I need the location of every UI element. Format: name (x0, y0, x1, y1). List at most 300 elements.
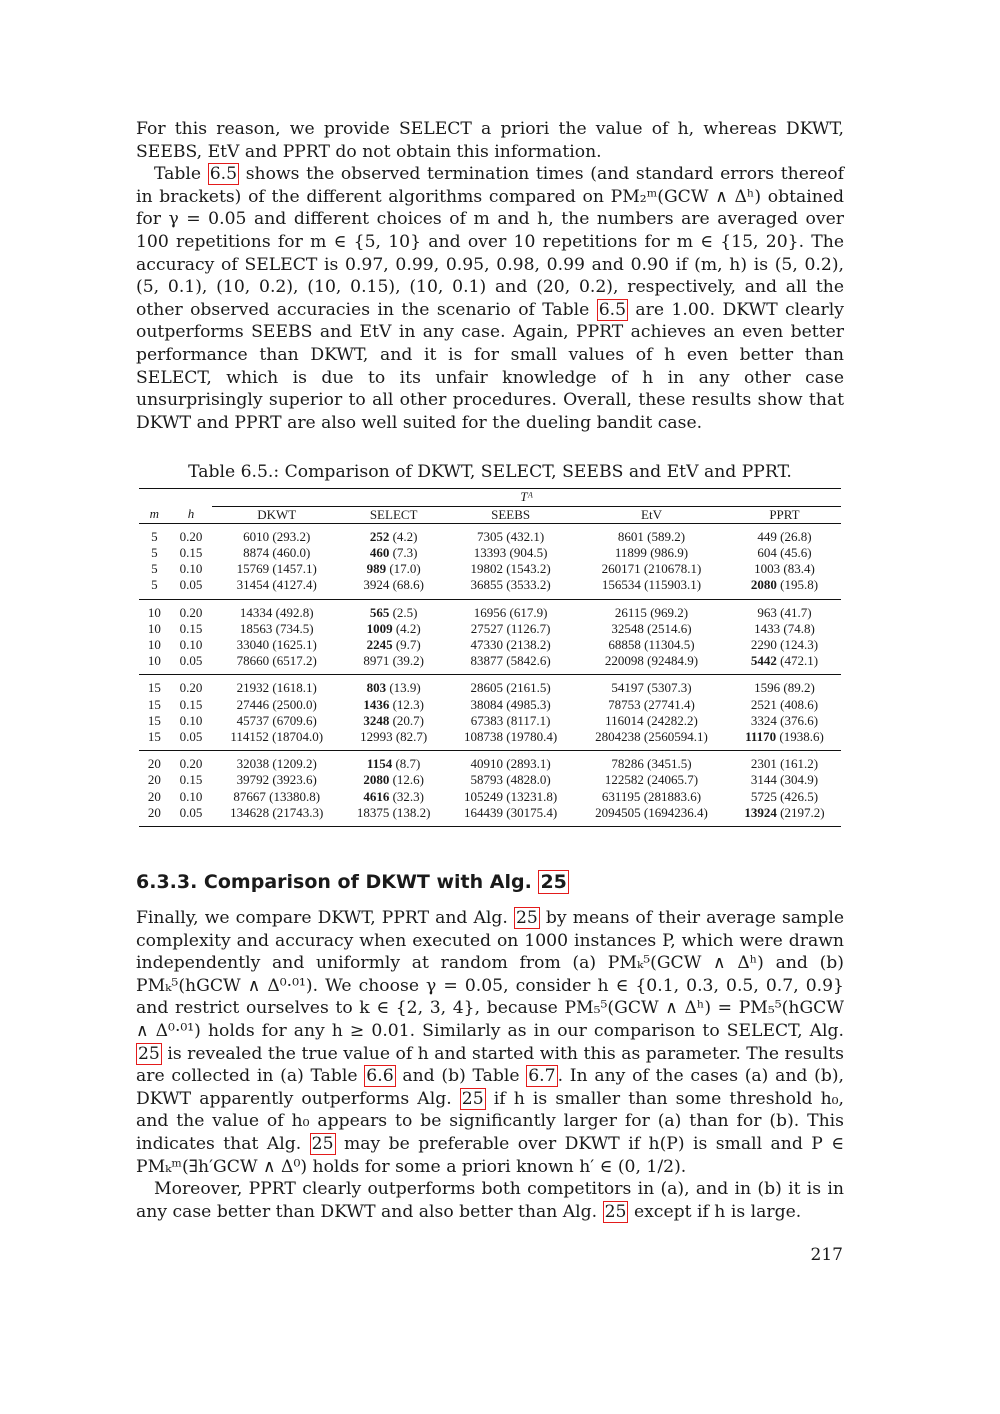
cell-etv (575, 675, 728, 697)
cell-stderr: (617.9) (509, 604, 548, 620)
cell-select (341, 637, 446, 653)
cell-stderr: (92484.9) (647, 653, 699, 669)
cell-stderr: (3923.6) (272, 772, 317, 788)
cell-dkwt (212, 577, 341, 599)
cell-select (341, 561, 446, 577)
table-row (139, 697, 841, 713)
header-pprt: PPRT (728, 506, 841, 523)
cell-stderr: (460.0) (272, 544, 311, 560)
cell-value: 32038 (236, 756, 270, 772)
paragraph-comparison (136, 907, 844, 1178)
cell-seebs (446, 805, 575, 827)
cell-stderr: (408.6) (780, 696, 819, 712)
cell-m: 10 (147, 604, 161, 620)
cell-etv (575, 697, 728, 713)
cell-h: 0.20 (179, 680, 203, 696)
cell-value: 27527 (470, 620, 504, 636)
algorithm-link[interactable]: 25 (461, 1088, 484, 1109)
cell-value: 449 (757, 528, 777, 544)
cell-etv (575, 545, 728, 561)
cell-value: 989 (366, 561, 387, 577)
table-link[interactable]: 6.5 (209, 164, 238, 185)
cell-value: 1003 (754, 561, 781, 577)
cell-stderr: (21743.3) (272, 804, 324, 820)
cell-dkwt (212, 653, 341, 675)
cell-value: 2080 (750, 577, 777, 593)
cell-select (341, 729, 446, 751)
cell-stderr: (68.6) (392, 577, 424, 593)
cell-value: 19802 (470, 561, 504, 577)
cell-value: 15769 (236, 561, 270, 577)
cell-value: 565 (369, 604, 390, 620)
cell-pprt (728, 729, 841, 751)
cell-stderr: (138.2) (392, 804, 431, 820)
cell-seebs (446, 713, 575, 729)
cell-value: 2521 (750, 696, 777, 712)
cell-value: 1154 (366, 756, 393, 772)
cell-stderr: (3451.5) (647, 756, 692, 772)
cell-stderr: (32.3) (392, 788, 424, 804)
table-row (139, 653, 841, 675)
cell-m: 15 (147, 696, 161, 712)
cell-stderr: (4127.4) (272, 577, 317, 593)
cell-h: 0.05 (179, 653, 203, 669)
cell-m: 20 (147, 788, 161, 804)
cell-etv (575, 599, 728, 621)
table-caption: Table 6.5.: Comparison of DKWT, SELECT, SEEBS and EtV and PPRT. (188, 462, 792, 483)
table-group-m20 (139, 751, 841, 827)
cell-stderr: (45.6) (780, 544, 812, 560)
table-row (139, 729, 841, 751)
cell-m: 5 (151, 577, 158, 593)
cell-value: 164439 (464, 804, 504, 820)
cell-value: 45737 (236, 712, 270, 728)
algorithm-link[interactable]: 25 (311, 1133, 334, 1154)
table-row (139, 789, 841, 805)
page-body (136, 118, 844, 1223)
cell-stderr: (492.8) (275, 604, 314, 620)
cell-value: 3144 (750, 772, 777, 788)
cell-dkwt (212, 805, 341, 827)
cell-value: 122582 (604, 772, 644, 788)
cell-pprt (728, 675, 841, 697)
table-row (139, 621, 841, 637)
cell-seebs (446, 621, 575, 637)
cell-value: 78286 (611, 756, 644, 772)
text-run: except if h is large. (628, 1201, 802, 1222)
cell-stderr: (7.3) (392, 544, 418, 560)
table-row (139, 772, 841, 788)
cell-select (341, 772, 446, 788)
cell-value: 6010 (243, 528, 270, 544)
cell-stderr: (281883.6) (643, 788, 702, 804)
cell-stderr: (2514.6) (647, 620, 692, 636)
cell-value: 26115 (614, 604, 647, 620)
cell-pprt (728, 577, 841, 599)
algorithm-link[interactable]: 25 (515, 907, 538, 928)
cell-m: 5 (151, 544, 158, 560)
table-link[interactable]: 6.6 (366, 1066, 394, 1087)
cell-stderr: (3533.2) (506, 577, 551, 593)
cell-seebs (446, 751, 575, 773)
text-run: is revealed the true value of h and started with this as parameter. The results are collected in (a) Table (136, 1043, 844, 1087)
cell-stderr: (376.6) (780, 712, 819, 728)
cell-stderr: (39.2) (392, 653, 424, 669)
cell-stderr: (115903.1) (644, 577, 702, 593)
cell-seebs (446, 523, 575, 545)
cell-value: 36855 (470, 577, 504, 593)
cell-stderr: (6709.6) (272, 712, 317, 728)
cell-stderr: (12.3) (392, 696, 424, 712)
table-row (139, 599, 841, 621)
cell-value: 4616 (363, 788, 390, 804)
header-row-span (139, 489, 841, 506)
cell-stderr: (2560594.1) (643, 728, 708, 744)
cell-stderr: (9.7) (395, 636, 421, 652)
cell-value: 13924 (744, 804, 777, 820)
header-select: SELECT (341, 506, 446, 523)
cell-stderr: (4985.3) (506, 696, 551, 712)
cell-stderr: (4.2) (395, 620, 421, 636)
cell-stderr: (904.5) (509, 544, 548, 560)
cell-value: 21932 (236, 680, 270, 696)
cell-dkwt (212, 789, 341, 805)
cell-value: 260171 (601, 561, 641, 577)
cell-value: 2080 (363, 772, 390, 788)
cell-value: 114152 (230, 728, 269, 744)
cell-value: 5725 (750, 788, 777, 804)
cell-stderr: (2500.0) (272, 696, 317, 712)
cell-m: 20 (147, 756, 161, 772)
cell-etv (575, 713, 728, 729)
cell-m: 15 (147, 680, 161, 696)
cell-etv (575, 729, 728, 751)
cell-value: 2094505 (595, 804, 641, 820)
table-row (139, 675, 841, 697)
cell-value: 2290 (750, 636, 777, 652)
cell-m: 5 (151, 561, 158, 577)
algorithm-link[interactable]: 25 (604, 1201, 627, 1222)
cell-stderr: (2197.2) (780, 804, 825, 820)
cell-stderr: (5842.6) (506, 653, 551, 669)
cell-pprt (728, 637, 841, 653)
cell-pprt (728, 523, 841, 545)
cell-etv (575, 577, 728, 599)
cell-dkwt (212, 675, 341, 697)
cell-seebs (446, 653, 575, 675)
text-run: and (b) Table (395, 1066, 527, 1087)
cell-pprt (728, 599, 841, 621)
cell-dkwt (212, 545, 341, 561)
cell-value: 54197 (611, 680, 644, 696)
cell-select (341, 805, 446, 827)
cell-stderr: (304.9) (780, 772, 819, 788)
cell-stderr: (20.7) (392, 712, 424, 728)
cell-value: 3324 (750, 712, 777, 728)
cell-value: 604 (757, 544, 777, 560)
cell-stderr: (161.2) (780, 756, 819, 772)
cell-value: 68858 (608, 636, 641, 652)
paragraph-conclusion (136, 1178, 844, 1223)
cell-value: 8971 (363, 653, 390, 669)
cell-h: 0.05 (179, 804, 203, 820)
cell-stderr: (83.4) (783, 561, 815, 577)
cell-dkwt (212, 697, 341, 713)
text-run: shows the observed termination times (and standard errors thereof in brackets) of the different algorithms compared on PM₂ᵐ(GCW ∧ Δʰ) obtained for γ = 0.05 and different choices of m and h, the numbers are averaged over 100 repetitions for m ∈ {5, 10} and over 10 repetitions for m ∈ {15, 20}. The accuracy of SELECT is 0.97, 0.99, 0.95, 0.98, 0.99 and 0.90 if (m, h) is (5, 0.2), (5, 0.1), (10, 0.2), (10, 0.15), (10, 0.1) and (20, 0.2), respectively, and all the other observed accuracies in the scenario of Table (136, 164, 844, 320)
cell-m: 10 (147, 620, 161, 636)
table-row (139, 577, 841, 599)
text-run: by means of their average sample complexity and accuracy when executed on 1000 instances P, which were drawn independently and uniformly at random from (a) PMₖ⁵(GCW ∧ Δʰ) and (b) PMₖ⁵(hGCW ∧ Δ⁰·⁰¹). We choose γ = 0.05, consider h ∈ {0.1, 0.3, 0.5, 0.7, 0.9} and restrict ourselves to k ∈ {2, 3, 4}, because PM₅⁵(GCW ∧ Δʰ) = PM₅⁵(hGCW ∧ Δ⁰·⁰¹) holds for any h ≥ 0.01. Similarly as in our comparison to SELECT, Alg. (136, 907, 844, 1041)
cell-stderr: (17.0) (389, 561, 421, 577)
cell-seebs (446, 789, 575, 805)
cell-value: 8601 (617, 528, 644, 544)
cell-stderr: (2893.1) (506, 756, 551, 772)
cell-m: 15 (147, 712, 161, 728)
table-row (139, 751, 841, 773)
cell-stderr: (969.2) (650, 604, 689, 620)
cell-seebs (446, 599, 575, 621)
cell-value: 40910 (470, 756, 504, 772)
cell-h: 0.15 (179, 696, 203, 712)
cell-stderr: (472.1) (780, 653, 819, 669)
header-m: m (139, 506, 170, 523)
cell-value: 8874 (243, 544, 270, 560)
cell-value: 7305 (477, 528, 504, 544)
cell-select (341, 675, 446, 697)
cell-value: 11899 (614, 544, 647, 560)
text-run: Moreover, PPRT clearly outperforms both competitors in (a), and in (b) it is in any case better than DKWT and also better than Alg. (136, 1179, 844, 1222)
cell-value: 78660 (236, 653, 270, 669)
cell-seebs (446, 729, 575, 751)
cell-stderr: (24282.2) (646, 712, 698, 728)
cell-stderr: (11304.5) (644, 636, 695, 652)
algorithm-link[interactable]: 25 (138, 1043, 160, 1064)
cell-value: 31454 (236, 577, 270, 593)
header-empty (139, 489, 170, 506)
cell-select (341, 789, 446, 805)
cell-seebs (446, 675, 575, 697)
cell-value: 78753 (608, 696, 641, 712)
cell-seebs (446, 545, 575, 561)
cell-stderr: (4.2) (392, 528, 418, 544)
cell-stderr: (2138.2) (506, 636, 551, 652)
cell-stderr: (27741.4) (643, 696, 695, 712)
section-heading (136, 871, 844, 893)
cell-stderr: (1938.6) (779, 728, 824, 744)
cell-stderr: (1543.2) (506, 561, 551, 577)
cell-value: 87667 (233, 788, 266, 804)
cell-value: 1009 (366, 620, 393, 636)
cell-value: 105249 (464, 788, 504, 804)
header-seebs: SEEBS (446, 506, 575, 523)
cell-value: 11170 (745, 728, 777, 744)
cell-h: 0.10 (179, 636, 203, 652)
cell-h: 0.10 (179, 561, 203, 577)
table-link[interactable]: 6.5 (598, 299, 627, 320)
cell-stderr: (13231.8) (506, 788, 558, 804)
header-empty (170, 489, 213, 506)
cell-stderr: (432.1) (506, 528, 545, 544)
cell-h: 0.15 (179, 772, 203, 788)
cell-m: 20 (147, 772, 161, 788)
cell-value: 2301 (750, 756, 777, 772)
cell-stderr: (734.5) (275, 620, 314, 636)
cell-pprt (728, 713, 841, 729)
cell-pprt (728, 697, 841, 713)
cell-stderr: (1457.1) (272, 561, 317, 577)
cell-stderr: (1625.1) (272, 636, 317, 652)
cell-dkwt (212, 772, 341, 788)
cell-etv (575, 772, 728, 788)
cell-dkwt (212, 523, 341, 545)
cell-etv (575, 637, 728, 653)
cell-pprt (728, 751, 841, 773)
results-table (139, 488, 841, 827)
cell-dkwt (212, 713, 341, 729)
cell-value: 27446 (236, 696, 270, 712)
cell-value: 39792 (236, 772, 270, 788)
header-h: h (170, 506, 213, 523)
cell-value: 460 (369, 544, 390, 560)
table-link[interactable]: 6.7 (528, 1066, 556, 1087)
cell-value: 631195 (601, 788, 641, 804)
cell-value: 83877 (470, 653, 504, 669)
cell-stderr: (195.8) (780, 577, 819, 593)
cell-h: 0.15 (179, 620, 203, 636)
cell-value: 14334 (239, 604, 273, 620)
cell-dkwt (212, 637, 341, 653)
cell-select (341, 697, 446, 713)
cell-value: 2804238 (595, 728, 641, 744)
cell-value: 220098 (604, 653, 644, 669)
cell-select (341, 523, 446, 545)
cell-select (341, 545, 446, 561)
cell-select (341, 621, 446, 637)
cell-dkwt (212, 599, 341, 621)
paragraph-intro: For this reason, we provide SELECT a priori the value of h, whereas DKWT, SEEBS, EtV and PPRT do not obtain this information. (136, 119, 844, 162)
cell-stderr: (5307.3) (647, 680, 692, 696)
table-row (139, 637, 841, 653)
cell-h: 0.10 (179, 788, 203, 804)
cell-pprt (728, 621, 841, 637)
cell-etv (575, 789, 728, 805)
cell-select (341, 599, 446, 621)
cell-value: 252 (369, 528, 390, 544)
header-dkwt: DKWT (212, 506, 341, 523)
cell-value: 1436 (363, 696, 390, 712)
cell-etv (575, 523, 728, 545)
cell-stderr: (41.7) (780, 604, 812, 620)
header-termination-time: Tᴬ (212, 489, 841, 506)
cell-value: 28605 (470, 680, 504, 696)
cell-pprt (728, 545, 841, 561)
table-group-m15 (139, 675, 841, 751)
page-number: 217 (810, 1245, 843, 1265)
cell-seebs (446, 637, 575, 653)
cell-stderr: (124.3) (780, 636, 819, 652)
cell-h: 0.05 (179, 728, 203, 744)
cell-stderr: (74.8) (783, 620, 815, 636)
cell-dkwt (212, 751, 341, 773)
cell-stderr: (30175.4) (506, 804, 558, 820)
cell-value: 803 (366, 680, 387, 696)
cell-value: 47330 (470, 636, 504, 652)
cell-pprt (728, 653, 841, 675)
cell-stderr: (18704.0) (272, 728, 324, 744)
heading-text: 6.3.3. Comparison of DKWT with Alg. (136, 870, 539, 893)
cell-value: 1433 (754, 620, 781, 636)
cell-stderr: (12.6) (392, 772, 424, 788)
text-run: Finally, we compare DKWT, PPRT and Alg. (136, 907, 514, 928)
cell-value: 18375 (356, 804, 390, 820)
cell-m: 10 (147, 636, 161, 652)
cell-seebs (446, 577, 575, 599)
cell-value: 116014 (605, 712, 644, 728)
cell-h: 0.10 (179, 712, 203, 728)
cell-stderr: (210678.1) (643, 561, 702, 577)
cell-etv (575, 653, 728, 675)
cell-value: 108738 (464, 728, 504, 744)
cell-stderr: (589.2) (647, 528, 686, 544)
cell-m: 5 (151, 528, 158, 544)
cell-h: 0.20 (179, 604, 203, 620)
table-row (139, 561, 841, 577)
cell-value: 5442 (750, 653, 777, 669)
cell-m: 15 (147, 728, 161, 744)
cell-pprt (728, 805, 841, 827)
cell-etv (575, 805, 728, 827)
cell-dkwt (212, 729, 341, 751)
cell-value: 67383 (470, 712, 504, 728)
cell-value: 3924 (363, 577, 390, 593)
cell-value: 3248 (363, 712, 390, 728)
cell-stderr: (986.9) (650, 544, 689, 560)
cell-m: 20 (147, 804, 161, 820)
cell-value: 2245 (366, 636, 393, 652)
cell-h: 0.05 (179, 577, 203, 593)
cell-value: 134628 (230, 804, 270, 820)
cell-value: 16956 (473, 604, 507, 620)
header-etv: EtV (575, 506, 728, 523)
cell-seebs (446, 697, 575, 713)
cell-select (341, 713, 446, 729)
cell-seebs (446, 561, 575, 577)
cell-dkwt (212, 621, 341, 637)
cell-value: 18563 (239, 620, 273, 636)
cell-stderr: (24065.7) (647, 772, 699, 788)
cell-seebs (446, 772, 575, 788)
text-run: Table (154, 164, 208, 185)
cell-stderr: (19780.4) (506, 728, 558, 744)
cell-select (341, 577, 446, 599)
table-group-m5 (139, 523, 841, 599)
cell-etv (575, 751, 728, 773)
cell-stderr: (2.5) (392, 604, 418, 620)
cell-value: 33040 (236, 636, 270, 652)
cell-h: 0.15 (179, 544, 203, 560)
cell-stderr: (293.2) (272, 528, 311, 544)
cell-stderr: (13380.8) (269, 788, 321, 804)
cell-stderr: (82.7) (395, 728, 428, 744)
cell-pprt (728, 772, 841, 788)
cell-value: 38084 (470, 696, 504, 712)
cell-value: 12993 (360, 728, 393, 744)
cell-stderr: (1694236.4) (643, 804, 708, 820)
algorithm-link[interactable]: 25 (540, 870, 567, 893)
cell-stderr: (1618.1) (272, 680, 317, 696)
text-run: if h is smaller than some threshold h₀, and the value of h₀ appears to be significantly larger for (a) than for (b). This indicates that Alg. (136, 1088, 845, 1154)
table-row (139, 805, 841, 827)
